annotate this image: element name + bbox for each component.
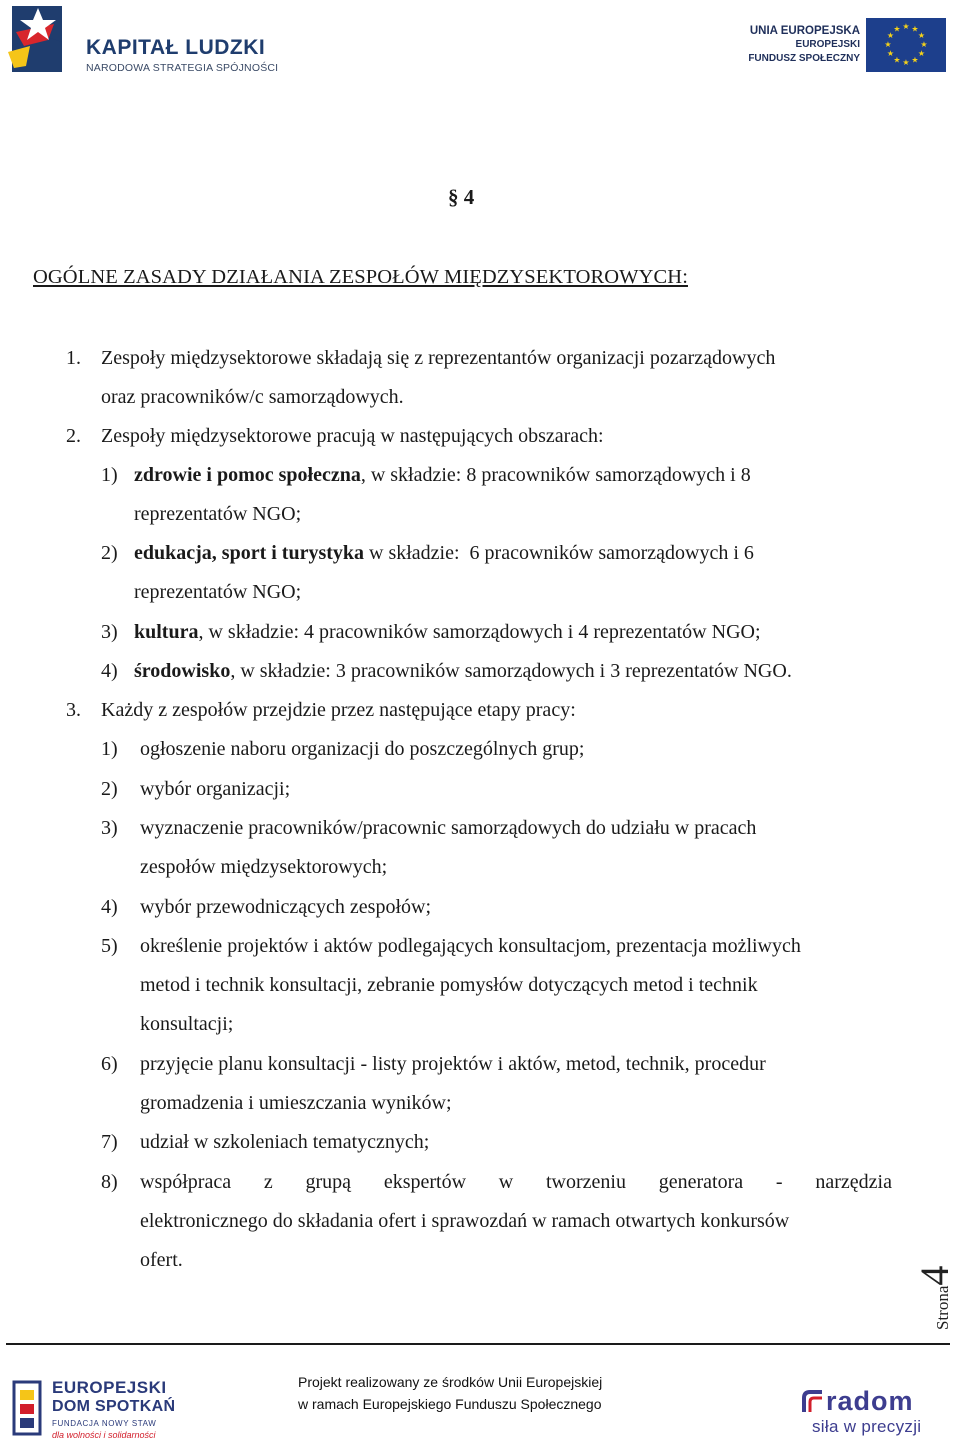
step-7-text: udział w szkoleniach tematycznych; [140,1131,430,1153]
radom-emblem-icon [800,1390,826,1414]
area-4-text [134,659,792,683]
kapital-ludzki-logo [8,6,278,76]
area-3-number: 3) [101,621,118,643]
eu-logo-line-1: UNIA EUROPEJSKA [749,25,860,37]
item-1-number: 1. [66,347,81,369]
radom-wordmark: radom [826,1386,914,1416]
eu-logo-text [748,24,860,66]
area-2-name: edukacja, sport i turystyka [134,542,365,564]
step-2-text: wybór organizacji; [140,778,291,800]
item-3-number: 3. [66,699,81,721]
page-number-value: 4 [912,1265,957,1286]
area-3-text [134,620,761,644]
word: ekspertów [383,1171,467,1193]
step-3-line-2: zespołów międzysektorowych; [140,856,388,878]
step-6-line-2: gromadzenia i umieszczania wyników; [140,1092,452,1114]
svg-text:★: ★ [886,49,895,58]
section-number: § 4 [448,185,475,209]
eu-logo-line-2: EUROPEJSKI [795,39,860,50]
step-1-number: 1) [101,738,118,760]
word: grupą [305,1171,352,1193]
svg-text:★: ★ [902,22,910,31]
step-3-line-1: wyznaczenie pracowników/pracownic samorządowych do udziału w pracach [140,817,757,839]
footer-divider [6,1343,950,1345]
svg-text:★: ★ [920,40,928,49]
area-4-number: 4) [101,660,118,682]
step-4-number: 4) [101,896,118,918]
word: z [263,1171,273,1193]
svg-text:★: ★ [902,58,910,67]
step-7-number: 7) [101,1131,118,1153]
svg-text:★: ★ [911,55,919,65]
area-4-name: środowisko [134,660,231,682]
eds-emblem-icon [12,1380,46,1438]
item-2-line-1: Zespoły międzysektorowe pracują w następujących obszarach: [101,425,604,447]
footer-funding-note [298,1371,658,1415]
eds-foundation: FUNDACJA NOWY STAW [52,1419,157,1428]
area-2-composition: w składzie: 6 pracowników samorządowych i 6 [364,542,754,564]
radom-tagline: siła w precyzji [812,1417,922,1436]
area-1-line-2: reprezentatów NGO; [134,503,302,525]
step-4-text: wybór przewodniczących zespołów; [140,896,431,918]
word: narzędzia [815,1171,892,1193]
word: generatora [658,1171,744,1193]
area-2-number: 2) [101,542,118,564]
step-3-number: 3) [101,817,118,839]
eu-flag-icon [866,18,946,72]
kapital-ludzki-subtitle: NARODOWA STRATEGIA SPÓJNOŚCI [86,62,279,74]
step-2-number: 2) [101,778,118,800]
footer-funding-line-2: w ramach Europejskiego Funduszu Społecznego [298,1396,602,1412]
area-4-composition: , w składzie: 3 pracowników samorządowych i 3 reprezentatów NGO. [230,660,792,682]
step-5-line-1: określenie projektów i aktów podlegających konsultacjom, prezentacja możliwych [140,935,801,957]
svg-text:★: ★ [893,55,901,65]
word: w [498,1171,514,1193]
area-2-line-2: reprezentatów NGO; [134,581,302,603]
kapital-ludzki-emblem-icon [8,6,66,72]
svg-text:★: ★ [911,24,919,34]
step-1-text: ogłoszenie naboru organizacji do poszczególnych grup; [140,738,585,760]
section-heading: OGÓLNE ZASADY DZIAŁANIA ZESPOŁÓW MIĘDZYSEKTOROWYCH: [33,266,688,288]
area-1-name: zdrowie i pomoc społeczna [134,464,361,486]
item-1-line-1: Zespoły międzysektorowe składają się z reprezentantów organizacji pozarządowych [101,347,776,369]
step-6-number: 6) [101,1053,118,1075]
item-2-number: 2. [66,425,81,447]
radom-logo [800,1386,935,1442]
page-number [912,1200,960,1330]
eds-slogan: dla wolności i solidarności [52,1430,156,1440]
area-2-text [134,541,754,565]
word: tworzeniu [546,1171,626,1193]
step-8-number: 8) [101,1171,118,1193]
area-3-composition: , w składzie: 4 pracowników samorządowych i 4 reprezentatów NGO; [198,621,761,643]
eds-name-line-1: EUROPEJSKI [52,1378,167,1397]
eds-name-line-2: DOM SPOTKAŃ [52,1398,176,1415]
svg-text:★: ★ [893,24,901,34]
europejski-dom-spotkan-logo [12,1376,182,1446]
svg-text:★: ★ [886,31,895,40]
kapital-ludzki-title: KAPITAŁ LUDZKI [86,36,266,59]
area-1-number: 1) [101,464,118,486]
step-8-line-2: elektronicznego do składania ofert i sprawozdań w ramach otwartych konkursów [140,1210,790,1232]
footer-funding-line-1: Projekt realizowany ze środków Unii Europejskiej [298,1374,603,1390]
item-1-line-2: oraz pracowników/c samorządowych. [101,386,404,408]
word: - [775,1171,783,1193]
item-3-line-1: Każdy z zespołów przejdzie przez następujące etapy pracy: [101,699,576,721]
page-number-label: Strona [933,1285,952,1330]
step-5-line-3: konsultacji; [140,1013,234,1035]
step-5-number: 5) [101,935,118,957]
step-5-line-2: metod i technik konsultacji, zebranie pomysłów dotyczących metod i technik [140,974,758,996]
word: współpraca [140,1171,232,1193]
eu-logo [742,18,952,78]
eu-logo-line-3: FUNDUSZ SPOŁECZNY [748,53,860,64]
step-8-line-3: ofert. [140,1249,183,1271]
area-1-composition: , w składzie: 8 pracowników samorządowych i 8 [360,464,751,486]
area-1-text [134,463,751,487]
step-8-line-1 [140,1170,892,1194]
svg-text:★: ★ [917,31,926,40]
svg-text:★: ★ [884,40,892,49]
area-3-name: kultura [134,621,199,643]
step-6-line-1: przyjęcie planu konsultacji - listy projektów i aktów, metod, technik, procedur [140,1053,766,1075]
svg-text:★: ★ [917,49,926,58]
